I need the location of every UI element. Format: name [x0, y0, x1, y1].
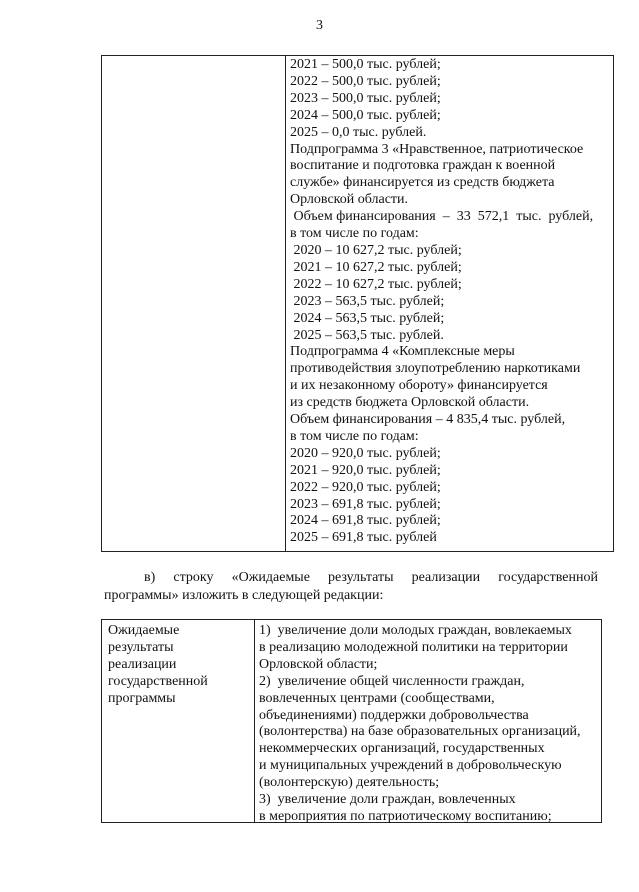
column-divider	[254, 620, 255, 822]
instruction-paragraph	[104, 569, 598, 605]
text-line: (волонтерства) на базе образовательных организаций,	[259, 724, 581, 740]
text-line: программы	[108, 690, 176, 706]
text-line: 2025 – 691,8 тыс. рублей	[290, 530, 437, 546]
text-line: Орловской области.	[290, 192, 409, 208]
text-line: в том числе по годам:	[290, 428, 419, 444]
text-line: некоммерческих организаций, государственных	[259, 741, 545, 757]
text-line: 2025 – 0,0 тыс. рублей.	[290, 124, 427, 140]
text-line: 2021 – 10 627,2 тыс. рублей;	[290, 259, 462, 275]
expected-results-label-cell	[108, 623, 208, 708]
text-line: и их незаконному обороту» финансируется	[290, 378, 548, 394]
text-line: 2020 – 10 627,2 тыс. рублей;	[290, 242, 462, 258]
text-line: Подпрограмма 4 «Комплексные меры	[290, 344, 515, 360]
text-line: объединениями) поддержки добровольчества	[259, 707, 529, 723]
text-line: в том числе по годам:	[290, 226, 419, 242]
text-line: 2022 – 10 627,2 тыс. рублей;	[290, 276, 462, 292]
text-line: результаты	[108, 639, 174, 655]
text-line: государственной	[108, 673, 208, 689]
text-line: 2021 – 500,0 тыс. рублей;	[290, 57, 441, 72]
text-line: 2022 – 500,0 тыс. рублей;	[290, 73, 441, 89]
text-line: 3) увеличение доли граждан, вовлеченных	[259, 792, 516, 808]
text-line: реализации	[108, 656, 177, 672]
paragraph-line-2: программы» изложить в следующей редакции:	[104, 588, 384, 603]
text-line: противодействия злоупотреблению наркотиками	[290, 361, 581, 377]
text-line: (волонтерскую) деятельность;	[259, 775, 440, 791]
text-line: 2) увеличение общей численности граждан,	[259, 673, 525, 689]
financing-cell	[290, 57, 593, 547]
paragraph-line-1: в) строку «Ожидаемые результаты реализации государственной	[144, 570, 598, 585]
text-line: 2024 – 500,0 тыс. рублей;	[290, 107, 441, 123]
text-line: в мероприятия по патриотическому воспитанию;	[259, 808, 552, 824]
text-line: воспитание и подготовка граждан к военной	[290, 158, 556, 174]
text-line: 2023 – 691,8 тыс. рублей;	[290, 496, 441, 512]
text-line: 2024 – 563,5 тыс. рублей;	[290, 310, 445, 326]
text-line: 2022 – 920,0 тыс. рублей;	[290, 479, 441, 495]
text-line: в реализацию молодежной политики на территории	[259, 639, 568, 655]
text-line: Объем финансирования – 4 835,4 тыс. рублей,	[290, 412, 566, 428]
text-line: и муниципальных учреждений в добровольческую	[259, 758, 562, 774]
text-line: 2023 – 500,0 тыс. рублей;	[290, 90, 441, 106]
text-line: Подпрограмма 3 «Нравственное, патриотическое	[290, 141, 584, 157]
text-line: 2023 – 563,5 тыс. рублей;	[290, 293, 445, 309]
text-line: Объем финансирования – 33 572,1 тыс. рублей,	[290, 209, 594, 225]
text-line: 2020 – 920,0 тыс. рублей;	[290, 445, 441, 461]
text-line: Орловской области;	[259, 656, 378, 672]
column-divider	[285, 56, 286, 551]
expected-results-table	[101, 619, 602, 823]
expected-results-value-cell	[259, 623, 581, 826]
text-line: вовлеченных центрами (сообществами,	[259, 690, 495, 706]
text-line: Ожидаемые	[108, 623, 180, 638]
page-number: 3	[316, 18, 323, 33]
text-line: 1) увеличение доли молодых граждан, вовлекаемых	[259, 623, 572, 638]
text-line: 2021 – 920,0 тыс. рублей;	[290, 462, 441, 478]
text-line: службе» финансируется из средств бюджета	[290, 175, 555, 191]
text-line: 2024 – 691,8 тыс. рублей;	[290, 513, 441, 529]
text-line: 2025 – 563,5 тыс. рублей.	[290, 327, 444, 343]
text-line: из средств бюджета Орловской области.	[290, 395, 530, 411]
financing-table	[101, 55, 614, 552]
